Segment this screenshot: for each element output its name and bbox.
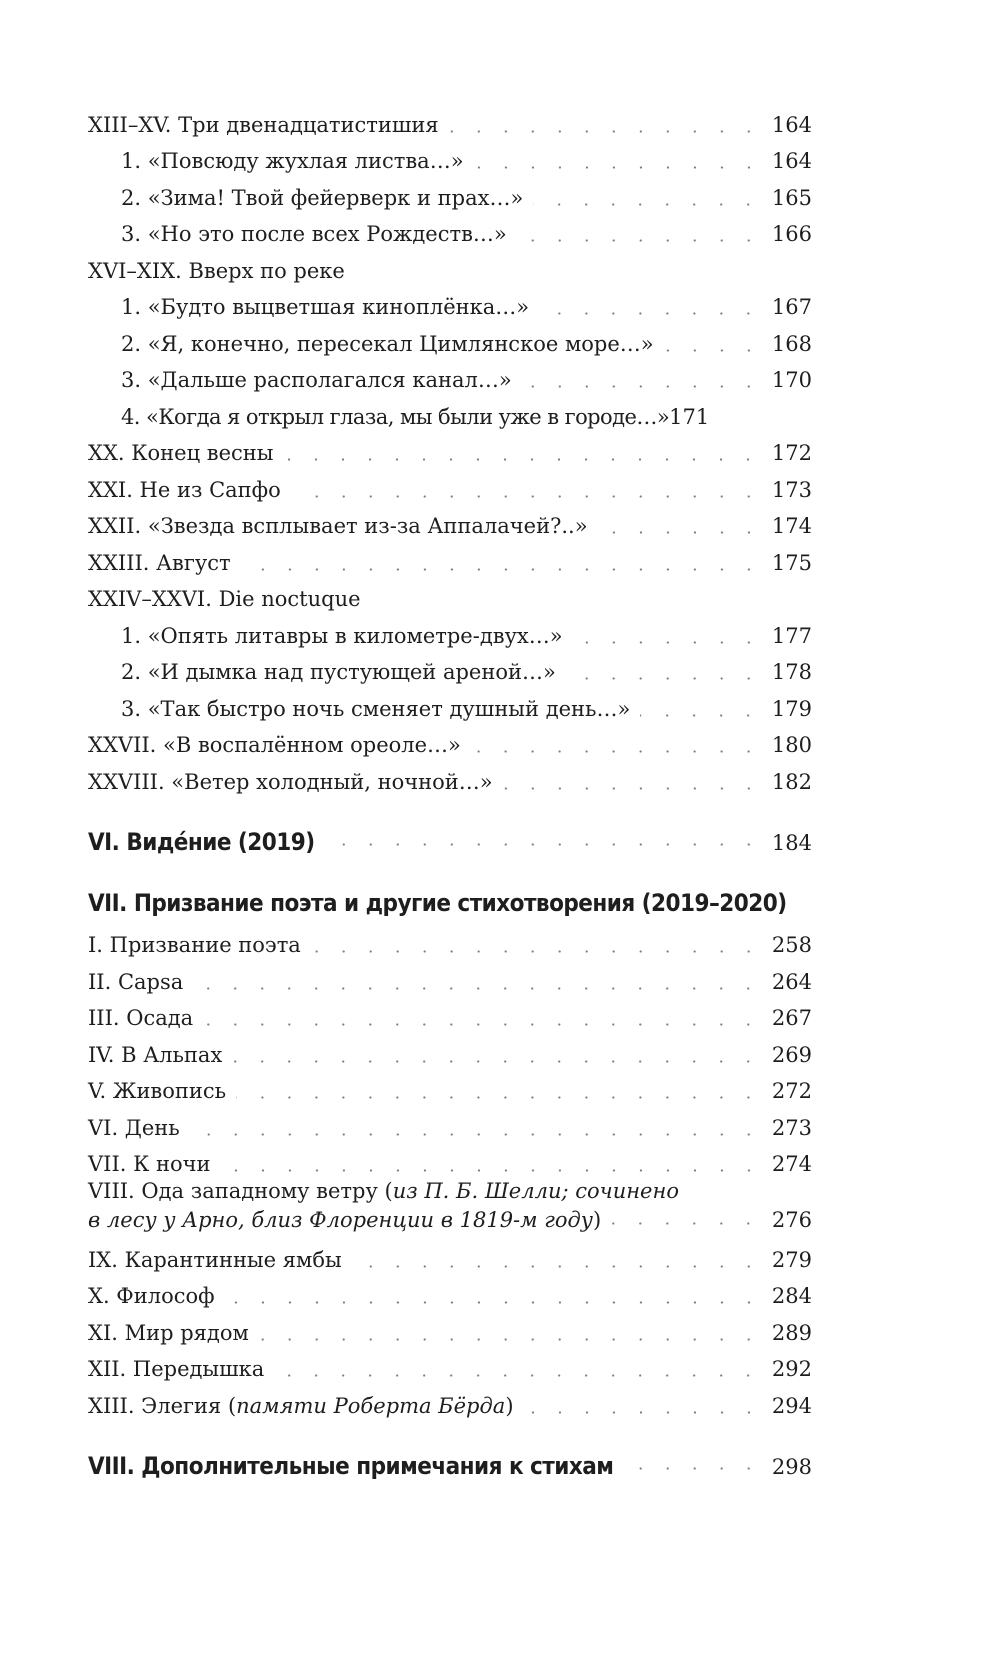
leader-dots (259, 1338, 762, 1341)
toc-entry-title: XIII. Элегия ( (88, 1393, 237, 1418)
toc-entry-page: 174 (771, 514, 812, 538)
leader-dots (471, 750, 762, 753)
leader-dots (193, 987, 762, 990)
toc-entry-title-group (88, 1393, 514, 1418)
toc-entry[interactable] (88, 996, 812, 1033)
toc-entry-page: 175 (771, 550, 812, 575)
leader-dots (539, 312, 762, 315)
toc-entry-elegy[interactable] (88, 1383, 812, 1420)
toc-entry-title: X. Философ (88, 1284, 215, 1308)
leader-dots (598, 531, 762, 534)
leader-dots (236, 1096, 762, 1099)
toc-entry-note: из П. Б. Шелли; сочинено (392, 1179, 679, 1203)
toc-entry[interactable] (88, 1237, 812, 1274)
leader-dots (664, 349, 762, 352)
toc-entry-title: V. Живопись (88, 1079, 227, 1103)
toc-entry-page: 289 (771, 1320, 812, 1345)
leader-dots (524, 1411, 762, 1414)
toc-entry-page: 258 (771, 933, 812, 957)
toc-entry-page: 180 (771, 733, 812, 757)
leader-dots (232, 1060, 762, 1063)
leader-dots (533, 203, 762, 206)
toc-entry-title: IV. В Альпах (88, 1042, 223, 1067)
toc-entry-title: VI. День (88, 1115, 180, 1140)
section-title: VI. Видéние (2019) (88, 827, 315, 856)
toc-entry-title: 3. «Дальше располагался канал…» (121, 368, 512, 392)
leader-dots (352, 1265, 762, 1268)
toc-entry-title: XXI. Не из Сапфо (88, 477, 281, 502)
toc-group-heading[interactable] (88, 577, 812, 614)
leader-dots (640, 714, 762, 717)
toc-entry-title: XXIV–XXVI. Die noctuque (88, 587, 361, 611)
toc-section-8[interactable] (88, 1420, 812, 1484)
toc-entry[interactable] (88, 394, 812, 431)
leader-dots (503, 787, 762, 790)
toc-entry-page: 182 (771, 769, 812, 794)
toc-entry-line2-text (88, 1205, 601, 1235)
toc-entry-page: 164 (771, 112, 812, 137)
toc-entry-page: 173 (771, 477, 812, 502)
toc-entry-title: 1. «Повсюду жухлая листва…» (121, 149, 464, 173)
toc-entry[interactable] (88, 1142, 812, 1179)
toc-entry-page: 274 (771, 1152, 812, 1176)
section-page: 298 (771, 1454, 812, 1479)
leader-dots (340, 843, 762, 846)
toc-entry-page: 279 (771, 1247, 812, 1272)
toc-entry-page: 178 (771, 660, 812, 684)
toc-entry-title: II. Capsa (88, 969, 184, 994)
toc-entry[interactable] (88, 650, 812, 687)
toc-entry-ode[interactable] (88, 1178, 812, 1237)
leader-dots (190, 1133, 762, 1136)
leader-dots (291, 495, 762, 498)
leader-dots (241, 568, 762, 571)
toc-entry-title: 3. «Так быстро ночь сменяет душный день…» (121, 696, 631, 721)
toc-entry-title: VIII. Ода западному ветру ( (88, 1179, 393, 1203)
toc-entry-page: 264 (771, 969, 812, 994)
toc-entry-page: 284 (771, 1284, 812, 1308)
leader-dots (517, 239, 762, 242)
leader-dots (203, 1023, 762, 1026)
toc-entry[interactable] (88, 723, 812, 760)
toc-entry[interactable] (88, 212, 812, 249)
leader-dots (611, 1222, 762, 1225)
toc-entry-page: 168 (771, 331, 812, 356)
toc-entry-title: 2. «Зима! Твой фейерверк и прах…» (121, 185, 524, 210)
toc-entry[interactable] (88, 321, 812, 358)
toc-entry-page: 272 (771, 1079, 812, 1103)
toc-entry-title: 4. «Когда я открыл глаза, мы были уже в городе…» (121, 404, 670, 429)
toc-entry[interactable] (88, 1032, 812, 1069)
toc-entry-page: 171 (669, 404, 710, 429)
toc-entry-page: 273 (771, 1115, 812, 1140)
leader-dots (573, 641, 762, 644)
toc-entry[interactable] (88, 102, 812, 139)
toc-entry[interactable] (88, 175, 812, 212)
toc-entry-title: XX. Конец весны (88, 441, 274, 465)
toc-entry[interactable] (88, 1069, 812, 1106)
toc-entry-note: памяти Роберта Бёрда (236, 1393, 506, 1418)
toc-entry-title: 1. «Будто выцветшая киноплёнка…» (121, 295, 530, 319)
toc-entry[interactable] (88, 959, 812, 996)
toc-entry-title: XXVIII. «Ветер холодный, ночной…» (88, 769, 493, 794)
leader-dots (449, 130, 762, 133)
leader-dots (566, 677, 762, 680)
toc-entry-paren: ) (592, 1208, 602, 1232)
toc-entry-page: 179 (771, 696, 812, 721)
toc-entry[interactable] (88, 1310, 812, 1347)
toc-entry-title: XVI–XIX. Вверх по реке (88, 258, 345, 283)
toc-entry-note: в лесу у Арно, близ Флоренции в 1819-м году (88, 1208, 593, 1232)
section-title: VIII. Дополнительные примечания к стихам (88, 1451, 614, 1480)
toc-entry[interactable] (88, 431, 812, 468)
leader-dots (283, 458, 762, 461)
toc-group-heading[interactable] (88, 248, 812, 285)
toc-entry-title: VII. К ночи (88, 1152, 211, 1176)
toc-entry[interactable] (88, 759, 812, 796)
toc-entry[interactable] (88, 923, 812, 960)
toc-entry-title: 3. «Но это после всех Рождеств…» (121, 222, 507, 246)
toc-entry-page: 276 (771, 1208, 812, 1232)
toc-entry[interactable] (88, 358, 812, 395)
toc-entry[interactable] (88, 1274, 812, 1311)
toc-entry[interactable] (88, 540, 812, 577)
toc-entry-title: XXIII. Август (88, 550, 231, 575)
toc-entry-page: 172 (771, 441, 812, 465)
leader-dots (311, 950, 762, 953)
toc-entry-title: III. Осада (88, 1006, 194, 1030)
toc-entry-title: I. Призвание поэта (88, 933, 301, 957)
toc-entry-title: XXII. «Звезда всплывает из-за Аппалачей?..» (88, 514, 588, 538)
toc-entry[interactable] (88, 467, 812, 504)
toc-entry[interactable] (88, 686, 812, 723)
toc-entry-page: 167 (771, 295, 812, 319)
section-title: VII. Призвание поэта и другие стихотворения (2019–2020) (88, 888, 787, 917)
leader-dots (474, 166, 762, 169)
toc-entry-title: XII. Передышка (88, 1357, 265, 1381)
toc-entry-page: 170 (771, 368, 812, 392)
section-page: 184 (771, 830, 812, 855)
toc-entry-title: XIII–XV. Три двенадцатистишия (88, 112, 439, 137)
toc-entry-page: 292 (771, 1357, 812, 1381)
toc-entry-title: XI. Мир рядом (88, 1320, 249, 1345)
leader-dots (274, 1374, 762, 1377)
toc-entry[interactable] (88, 613, 812, 650)
toc-entry-title: 2. «Я, конечно, пересекал Цимлянское море…» (121, 331, 654, 356)
leader-dots (622, 1467, 762, 1470)
toc-entry-title: 2. «И дымка над пустующей ареной…» (121, 660, 556, 684)
leader-dots (221, 1169, 762, 1172)
toc-entry[interactable] (88, 139, 812, 176)
toc-entry[interactable] (88, 1347, 812, 1384)
toc-entry-page: 177 (771, 623, 812, 648)
leader-dots (522, 385, 762, 388)
toc-section-7[interactable] (88, 860, 812, 923)
toc-entry-page: 267 (771, 1006, 812, 1030)
toc-entry-paren: ) (505, 1393, 514, 1418)
toc-entry-line1 (88, 1178, 812, 1205)
toc-entry[interactable] (88, 285, 812, 322)
toc-entry[interactable] (88, 504, 812, 541)
toc-entry-page: 269 (771, 1042, 812, 1067)
toc-section-6[interactable] (88, 796, 812, 860)
toc-entry-page: 294 (771, 1393, 812, 1418)
leader-dots (225, 1301, 762, 1304)
toc-entry-title: XXVII. «В воспалённом ореоле…» (88, 733, 461, 757)
toc-entry-line2 (88, 1205, 812, 1235)
toc-entry-page: 166 (771, 222, 812, 246)
toc-entry[interactable] (88, 1105, 812, 1142)
toc-entry-page: 164 (771, 149, 812, 173)
table-of-contents (88, 102, 812, 1484)
toc-entry-title: IX. Карантинные ямбы (88, 1247, 342, 1272)
toc-entry-title: 1. «Опять литавры в километре-двух…» (121, 623, 563, 648)
toc-entry-page: 165 (771, 185, 812, 210)
